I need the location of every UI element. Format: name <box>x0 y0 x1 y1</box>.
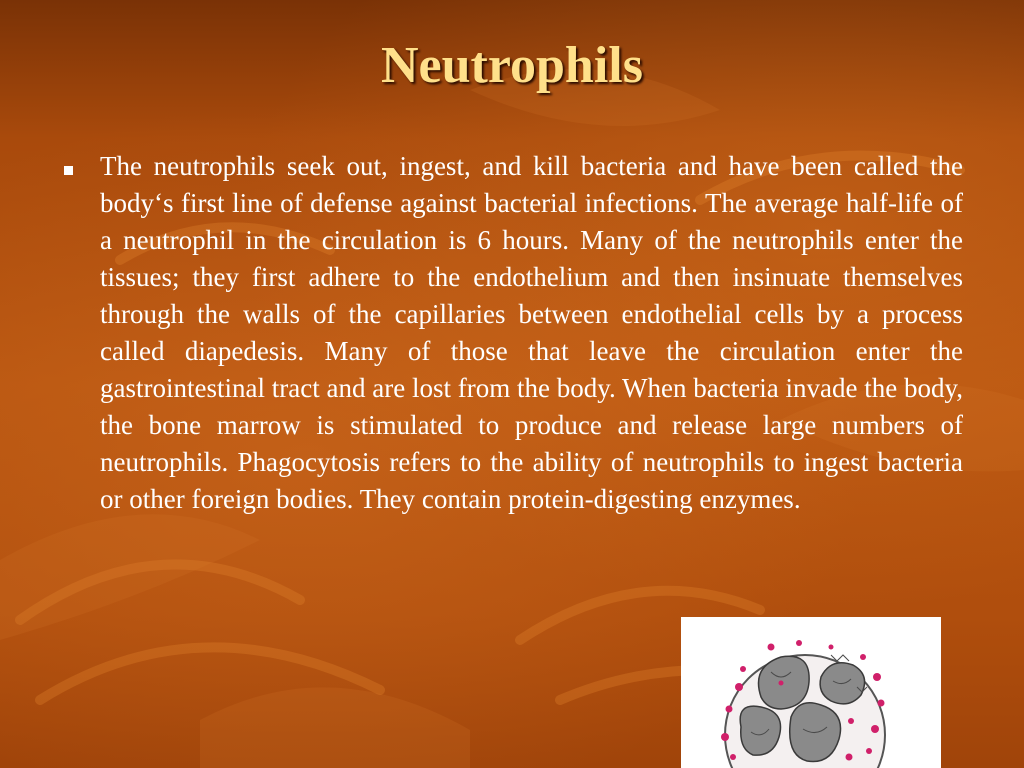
neutrophil-cell-illustration <box>681 617 941 768</box>
square-bullet-icon <box>64 166 73 175</box>
bullet-text: The neutrophils seek out, ingest, and kill bacteria and have been called the body‘s first line of defense against bacterial infections. The average half-life of a neutrophil in the circulation is 6 hours. Many of the neutrophils enter the tissues; they first adhere to the endothelium and then insinuate themselves through the walls of the capillaries between endothelial cells by a process called diapedesis. Many of those that leave the circulation enter the gastrointestinal tract and are lost from the body. When bacteria invade the body, the bone marrow is stimulated to produce and release large numbers of neutrophils. Phagocytosis refers to the ability of neutrophils to ingest bacteria or other foreign bodies. They contain protein-digesting enzymes. <box>100 151 963 514</box>
neutrophil-cell-drawing <box>681 617 941 768</box>
slide-title: Neutrophils <box>381 37 643 94</box>
